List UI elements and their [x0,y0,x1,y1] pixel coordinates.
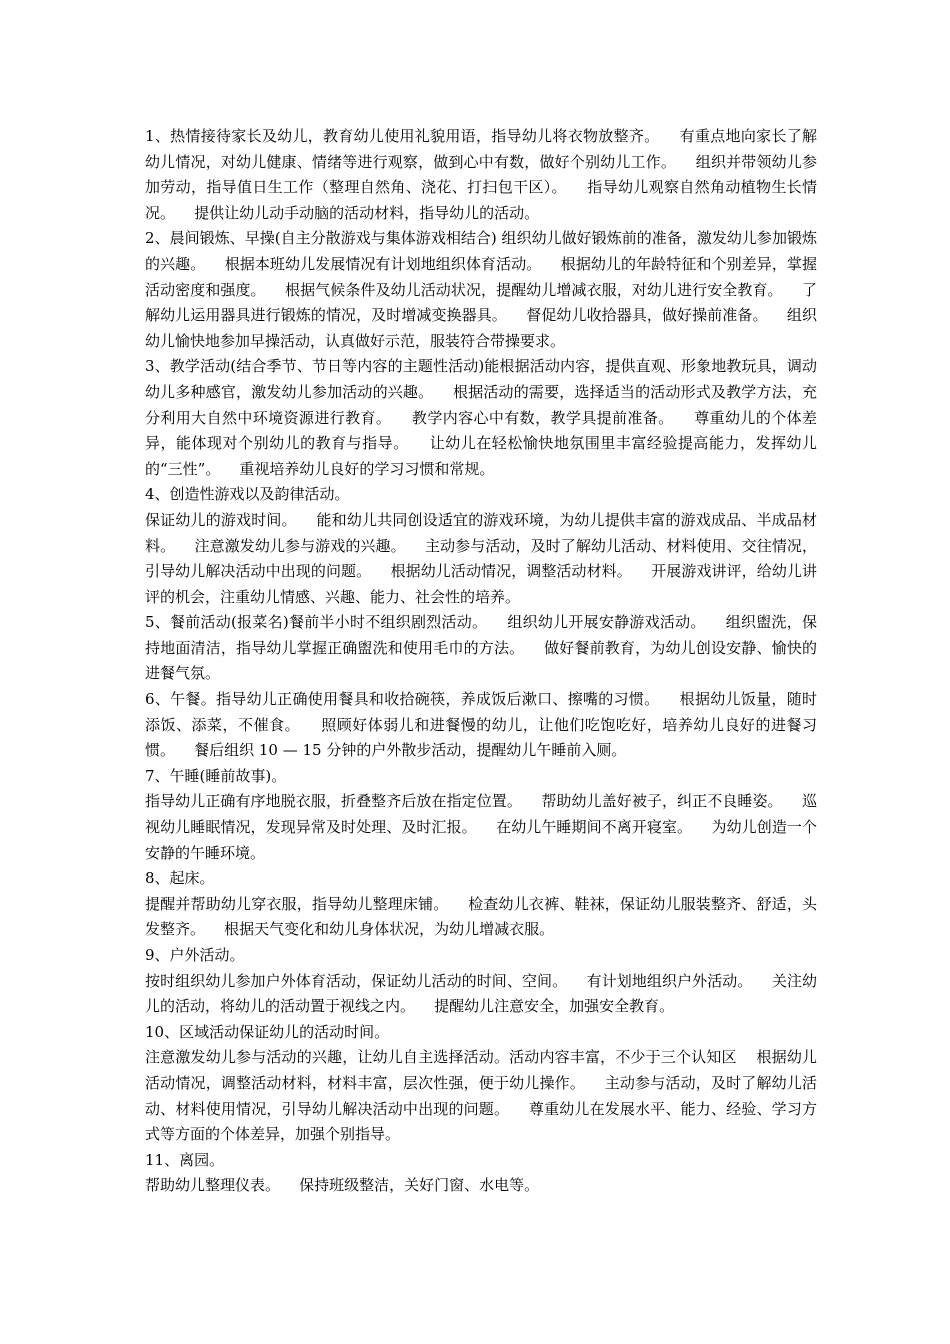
paragraph-4-creative-games: 保证幼儿的游戏时间。 能和幼儿共同创设适宜的游戏环境，为幼儿提供丰富的游戏成品、半成品材料。 注意激发幼儿参与游戏的兴趣。 主动参与活动，及时了解幼儿活动、材料使用、交往情况，引导幼儿解决活动中出现的问题。 根据幼儿活动情况，调整活动材料。 开展游戏讲评，给幼儿讲评的机会，注重幼儿情感、兴趣、能力、社会性的培养。 [145,510,817,606]
paragraph-7-nap: 指导幼儿正确有序地脱衣服，折叠整齐后放在指定位置。 帮助幼儿盖好被子，纠正不良睡姿。 巡视幼儿睡眠情况，发现异常及时处理、及时汇报。 在幼儿午睡期间不离开寝室。 为幼儿创造一个安静的午睡环境。 [145,792,817,862]
paragraph-9-outdoor: 按时组织幼儿参加户外体育活动，保证幼儿活动的时间、空间。 有计划地组织户外活动。 关注幼儿的活动，将幼儿的活动置于视线之内。 提醒幼儿注意安全，加强安全教育。 [145,971,817,1016]
paragraph-1-arrival: 1、热情接待家长及幼儿，教育幼儿使用礼貌用语，指导幼儿将衣物放整齐。 有重点地向家长了解幼儿情况，对幼儿健康、情绪等进行观察，做到心中有数，做好个别幼儿工作。 组织并带领幼儿参加劳动，指导值日生工作（整理自然角、浇花、打扫包干区）。 指导幼儿观察自然角动植物生长情况。 提供让幼儿动手动脑的活动材料，指导幼儿的活动。 [145,127,817,222]
heading-8-wake-up: 8、起床。 [145,869,215,888]
heading-11-departure: 11、离园。 [145,1150,225,1169]
heading-9-outdoor: 9、户外活动。 [145,946,245,964]
paragraph-6-lunch: 6、午餐。指导幼儿正确使用餐具和收拾碗筷，养成饭后漱口、擦嘴的习惯。 根据幼儿饭量，随时添饭、添菜，不催食。 照顾好体弱儿和进餐慢的幼儿，让他们吃饱吃好，培养幼儿良好的进餐习惯。 餐后组织 10 — 15 分钟的户外散步活动，提醒幼儿午睡前入厕。 [145,690,817,760]
document-body [145,124,817,1199]
heading-7-nap: 7、午睡(睡前故事)。 [145,766,287,785]
paragraph-3-teaching-activity: 3、教学活动(结合季节、节日等内容的主题性活动)能根据活动内容，提供直观、形象地教玩具，调动幼儿多种感官，激发幼儿参加活动的兴趣。 根据活动的需要，选择适当的活动形式及教学方法，充分利用大自然中环境资源进行教育。 教学内容心中有数，教学具提前准备。 尊重幼儿的个体差异，能体现对个别幼儿的教育与指导。 让幼儿在轻松愉快地氛围里丰富经验提高能力，发挥幼儿的“三性”。 重视培养幼儿良好的学习习惯和常规。 [145,357,817,478]
paragraph-2-morning-exercise: 2、晨间锻炼、早操(自主分散游戏与集体游戏相结合) 组织幼儿做好锻炼前的准备，激发幼儿参加锻炼的兴趣。 根据本班幼儿发展情况有计划地组织体育活动。 根据幼儿的年龄特征和个别差异，掌握活动密度和强度。 根据气候条件及幼儿活动状况，提醒幼儿增减衣服，对幼儿进行安全教育。 了解幼儿运用器具进行锻炼的情况，及时增减变换器具。 督促幼儿收拾器具，做好操前准备。 组织幼儿愉快地参加早操活动，认真做好示范，服装符合带操要求。 [145,229,817,350]
heading-4-creative-games: 4、创造性游戏以及韵律活动。 [145,485,350,504]
paragraph-8-wake-up: 提醒并帮助幼儿穿衣服，指导幼儿整理床铺。 检查幼儿衣裤、鞋袜，保证幼儿服装整齐、舒适，头发整齐。 根据天气变化和幼儿身体状况，为幼儿增减衣服。 [145,894,817,939]
paragraph-11-departure: 帮助幼儿整理仪表。 保持班级整洁，关好门窗、水电等。 [145,1176,540,1195]
paragraph-5-pre-meal: 5、餐前活动(报菜名)餐前半小时不组织剧烈活动。 组织幼儿开展安静游戏活动。 组织盥洗，保持地面清洁，指导幼儿掌握正确盥洗和使用毛巾的方法。 做好餐前教育，为幼儿创设安静、愉快的进餐气氛。 [145,613,817,683]
heading-10-area-activity: 10、区域活动保证幼儿的活动时间。 [145,1022,390,1041]
paragraph-10-area-activity: 注意激发幼儿参与活动的兴趣，让幼儿自主选择活动。活动内容丰富，不少于三个认知区 根据幼儿活动情况，调整活动材料，材料丰富，层次性强，便于幼儿操作。 主动参与活动，及时了解幼儿活动、材料使用情况，引导幼儿解决活动中出现的问题。 尊重幼儿在发展水平、能力、经验、学习方式等方面的个体差异，加强个别指导。 [145,1048,817,1144]
